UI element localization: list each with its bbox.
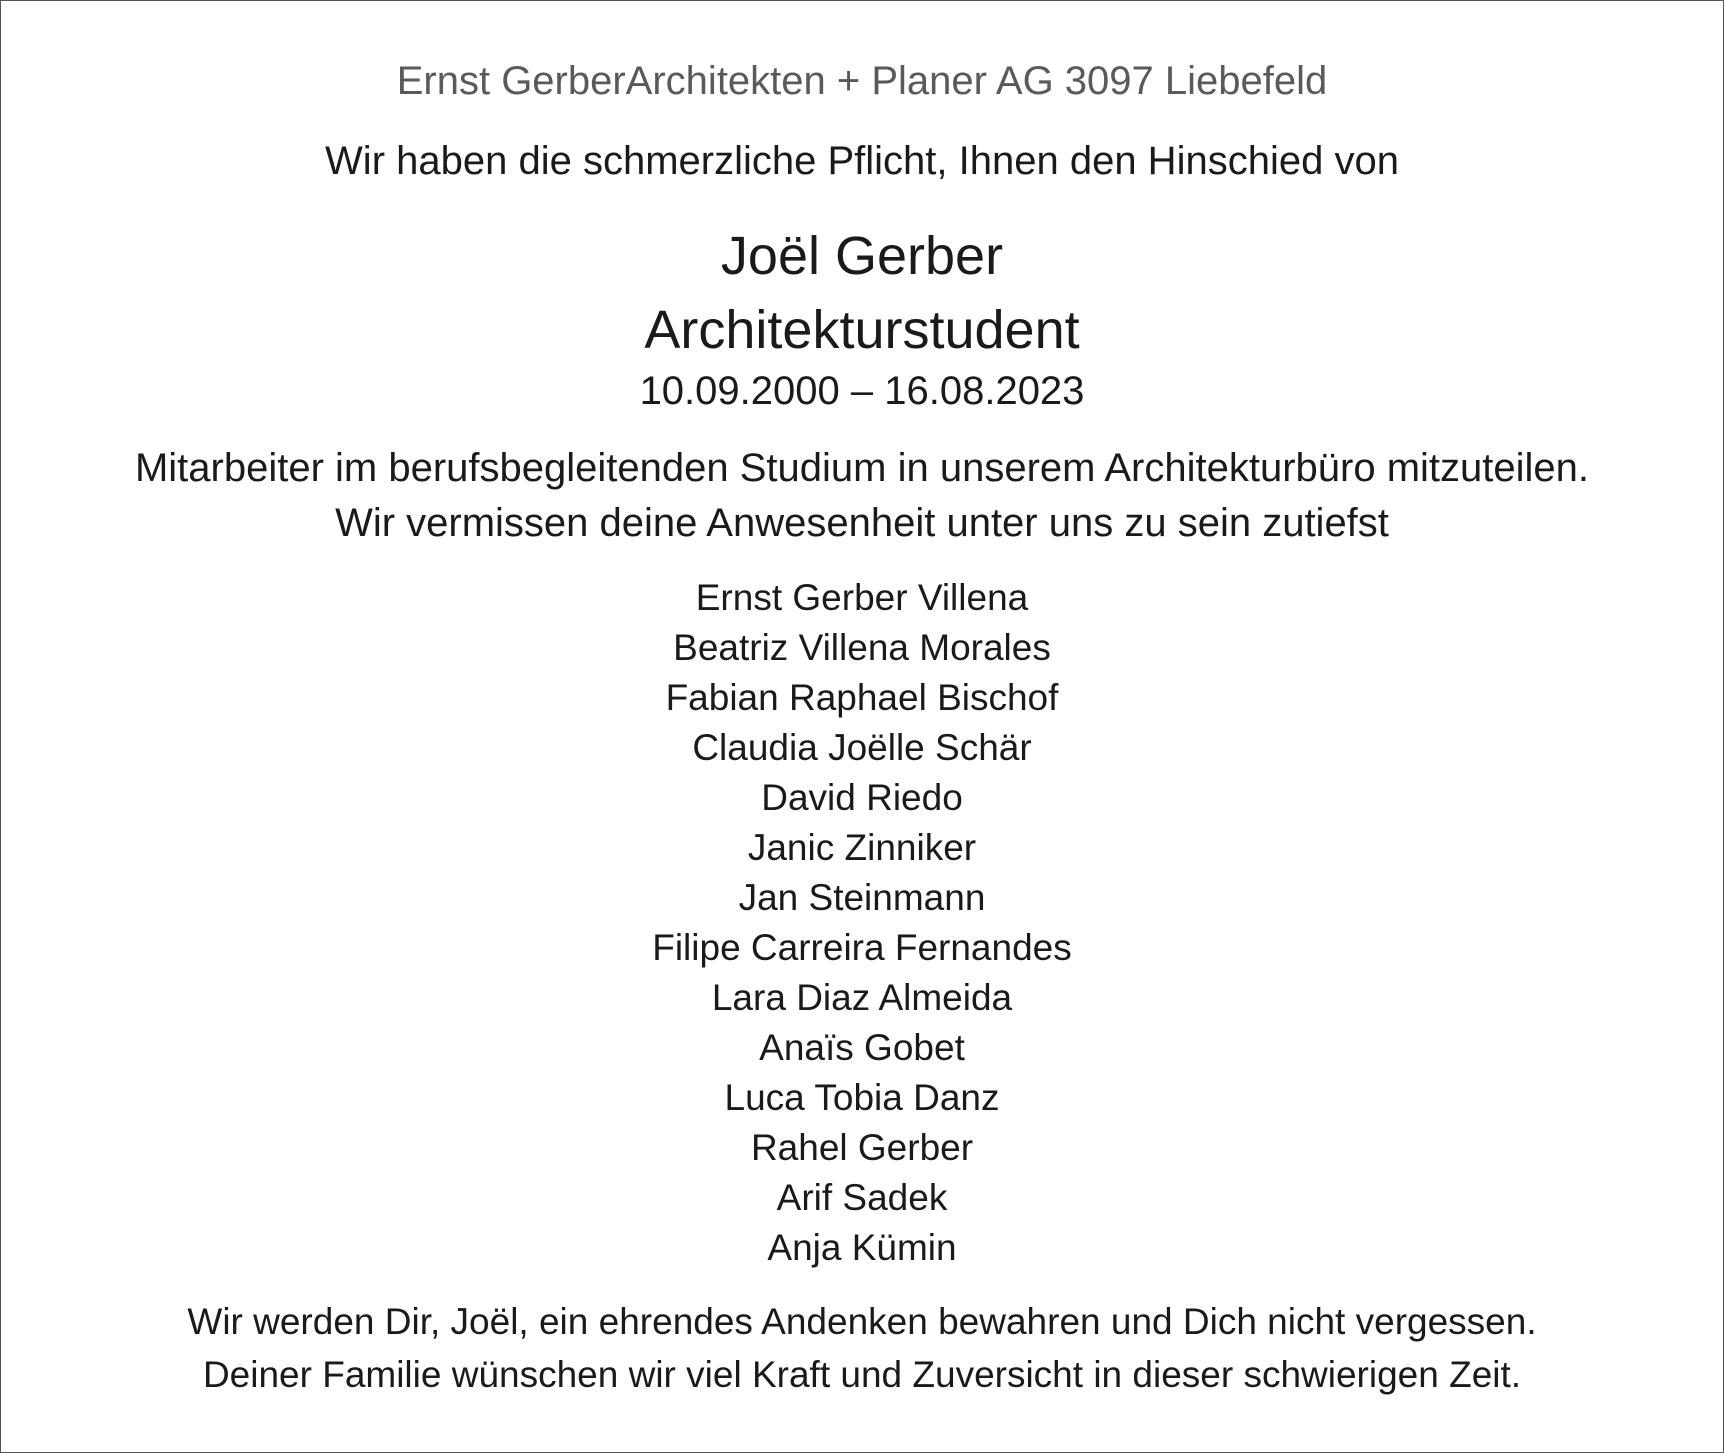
signatory-name: Anaïs Gobet bbox=[759, 1027, 965, 1068]
signatory-name: Fabian Raphael Bischof bbox=[665, 677, 1059, 718]
deceased-name: Joël Gerber bbox=[720, 226, 1004, 286]
signatory-name: David Riedo bbox=[761, 777, 963, 818]
signatory-name: Rahel Gerber bbox=[750, 1127, 974, 1168]
signatory-name: Beatriz Villena Morales bbox=[673, 627, 1051, 668]
closing-line-1: Wir werden Dir, Joël, ein ehrendes Andenken bewahren und Dich nicht vergessen. bbox=[187, 1301, 1537, 1342]
message-line-1: Mitarbeiter im berufsbegleitenden Studium in unserem Architekturbüro mitzuteilen. bbox=[134, 446, 1590, 490]
signatory-name: Anja Kümin bbox=[767, 1227, 957, 1268]
company-header: Ernst GerberArchitekten + Planer AG 3097 Liebefeld bbox=[396, 59, 1328, 103]
signatory-name: Luca Tobia Danz bbox=[724, 1077, 1000, 1118]
signatory-name: Ernst Gerber Villena bbox=[695, 577, 1029, 618]
signatory-name: Janic Zinniker bbox=[747, 827, 977, 868]
deceased-role: Architekturstudent bbox=[644, 300, 1080, 360]
message-line-2: Wir vermissen deine Anwesenheit unter uns zu sein zutiefst bbox=[335, 501, 1389, 545]
signatory-name: Claudia Joëlle Schär bbox=[692, 727, 1032, 768]
signatory-name: Lara Diaz Almeida bbox=[711, 977, 1013, 1018]
signatory-name: Filipe Carreira Fernandes bbox=[652, 927, 1072, 968]
signatory-name: Arif Sadek bbox=[776, 1177, 948, 1218]
closing-line-2: Deiner Familie wünschen wir viel Kraft und Zuversicht in dieser schwierigen Zeit. bbox=[202, 1354, 1522, 1395]
signatories-list bbox=[0, 573, 1724, 1273]
signatory-name: Jan Steinmann bbox=[738, 877, 986, 918]
intro-text: Wir haben die schmerzliche Pflicht, Ihnen den Hinschied von bbox=[325, 139, 1399, 183]
life-dates: 10.09.2000 – 16.08.2023 bbox=[639, 369, 1085, 413]
